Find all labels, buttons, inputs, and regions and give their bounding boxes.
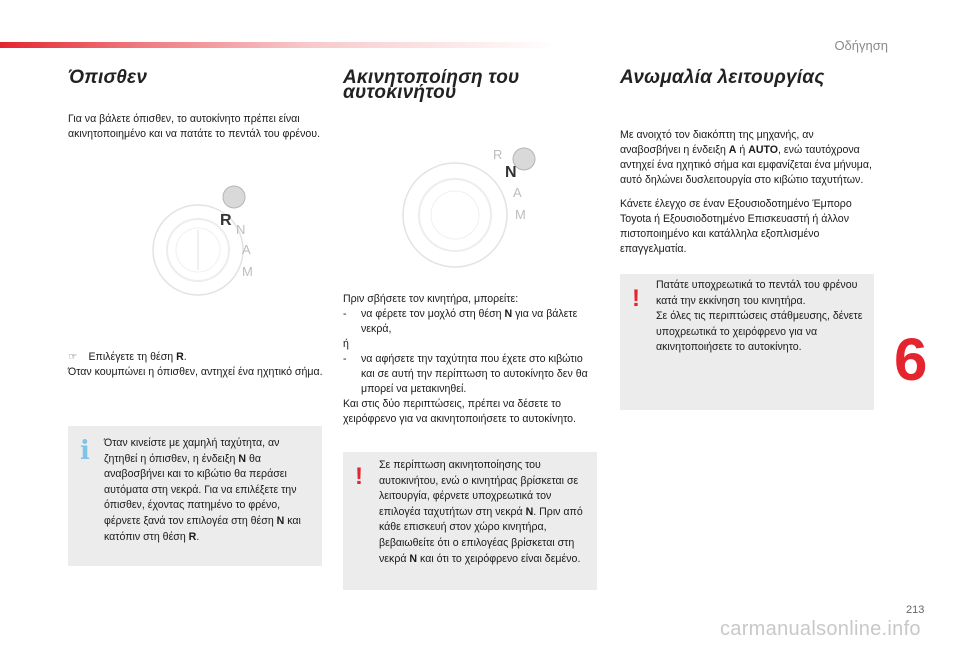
warning-text-immobilisation: Σε περίπτωση ακινητοποίησης του αυτοκινήτου, ενώ ο κινητήρας βρίσκεται σε λειτουργία, φέρνετε υποχρεωτικά τον επιλογέα ταχυτήτων στη νεκρά N. Πριν από κάθε επισκευή στον χώρο κινητήρα, βεβαιωθείτε ότι ο επιλογέας βρίσκεται στη νεκρά N και ότι το χειρόφρενο είναι δεμένο. (379, 459, 583, 565)
column-reverse (68, 67, 326, 151)
option-neutral: - να φέρετε τον μοχλό στη θέση N για να βάλετε νεκρά, (343, 308, 578, 335)
watermark: carmanualsonline.info (720, 618, 921, 640)
info-icon: i (80, 436, 90, 466)
chapter-number: 6 (894, 326, 928, 393)
malfunction-p1: Με ανοιχτό τον διακόπτη της μηχανής, αν αναβοσβήνει η ένδειξη A ή AUTO, ενώ ταυτόχρονα αντηχεί ένα ηχητικό σήμα και εμφανίζεται ένα μήνυμα, αυτό δηλώνει δυσλειτουργία στο κιβώτιο ταχυτήτων. (620, 129, 872, 186)
info-text-reverse: Όταν κινείστε με χαμηλή ταχύτητα, αν ζητηθεί η όπισθεν, η ένδειξη N θα αναβοσβήνει και το κιβώτιο θα περάσει αυτόματα στη νεκρά. Για να επιλέξετε την όπισθεν, έχοντας πατημένο το φρένο, φέρνετε ξανά τον επιλογέα στη θέση N και κατόπιν στη θέση R. (104, 437, 301, 543)
warning-text-malfunction: Πατάτε υποχρεωτικά το πεντάλ του φρένου κατά την εκκίνηση του κινητήρα. Σε όλες τις περιπτώσεις στάθμευσης, δένετε υποχρεωτικά το χειρόφρενο για να ακινητοποιήσετε το αυτοκίνητο. (656, 279, 863, 354)
or-text: ή (343, 338, 349, 350)
heading-reverse: Όπισθεν (68, 67, 148, 88)
svg-text:A: A (242, 242, 251, 257)
svg-text:N: N (505, 164, 517, 181)
immobilisation-text (343, 292, 598, 427)
info-box-reverse (68, 426, 322, 566)
gear-dial-neutral (395, 135, 545, 275)
gear-dial-reverse (148, 178, 274, 304)
heading-malfunction: Ανωμαλία λειτουργίας (620, 67, 825, 88)
option-keep-gear: - να αφήσετε την ταχύτητα που έχετε στο κιβώτιο και σε αυτή την περίπτωση το αυτοκίνητο δεν θα μπορεί να μετακινηθεί. (343, 353, 588, 395)
step-select-r: ☞ Επιλέγετε τη θέση R. (68, 351, 187, 363)
column-malfunction (620, 67, 876, 112)
heading-immobilisation: Ακινητοποίηση του αυτοκινήτου (343, 67, 520, 103)
before-stop: Πριν σβήσετε τον κινητήρα, μπορείτε: (343, 293, 519, 305)
warning-icon: ! (632, 285, 640, 312)
both-cases: Και στις δύο περιπτώσεις, πρέπει να δέσετε το χειρόφρενο για να ακινητοποιήσετε το αυτοκίνητο. (343, 398, 576, 425)
reverse-steps (68, 350, 326, 380)
svg-text:M: M (242, 264, 253, 279)
svg-text:R: R (493, 147, 503, 162)
malfunction-text (620, 128, 874, 266)
hand-pointer-icon: ☞ (68, 351, 78, 363)
svg-text:M: M (515, 207, 526, 222)
svg-text:A: A (513, 185, 522, 200)
svg-text:N: N (236, 222, 246, 237)
step-text: Επιλέγετε τη θέση (88, 351, 177, 363)
header-accent-bar (0, 42, 560, 48)
malfunction-p2: Κάνετε έλεγχο σε έναν Εξουσιοδοτημένο Έμπορο Toyota ή Εξουσιοδοτημένο Επισκευαστή ή άλλον πιστοποιημένο και κατάλληλα εξοπλισμένο επαγγελματία. (620, 198, 852, 255)
page-number: 213 (906, 604, 925, 616)
step-position: R (176, 351, 184, 363)
warning-icon: ! (355, 463, 363, 490)
warning-box-malfunction (620, 274, 874, 410)
selector-knob-icon (223, 186, 245, 208)
section-title: Οδήγηση (834, 38, 888, 53)
svg-text:R: R (220, 212, 232, 229)
warning-box-immobilisation (343, 452, 597, 590)
step-result: Όταν κουμπώνει η όπισθεν, αντηχεί ένα ηχητικό σήμα. (68, 366, 323, 378)
column-immobilisation (343, 67, 601, 112)
reverse-intro: Για να βάλετε όπισθεν, το αυτοκίνητο πρέπει είναι ακινητοποιημένο και να πατάτε το πεντάλ του φρένου. (68, 113, 321, 140)
